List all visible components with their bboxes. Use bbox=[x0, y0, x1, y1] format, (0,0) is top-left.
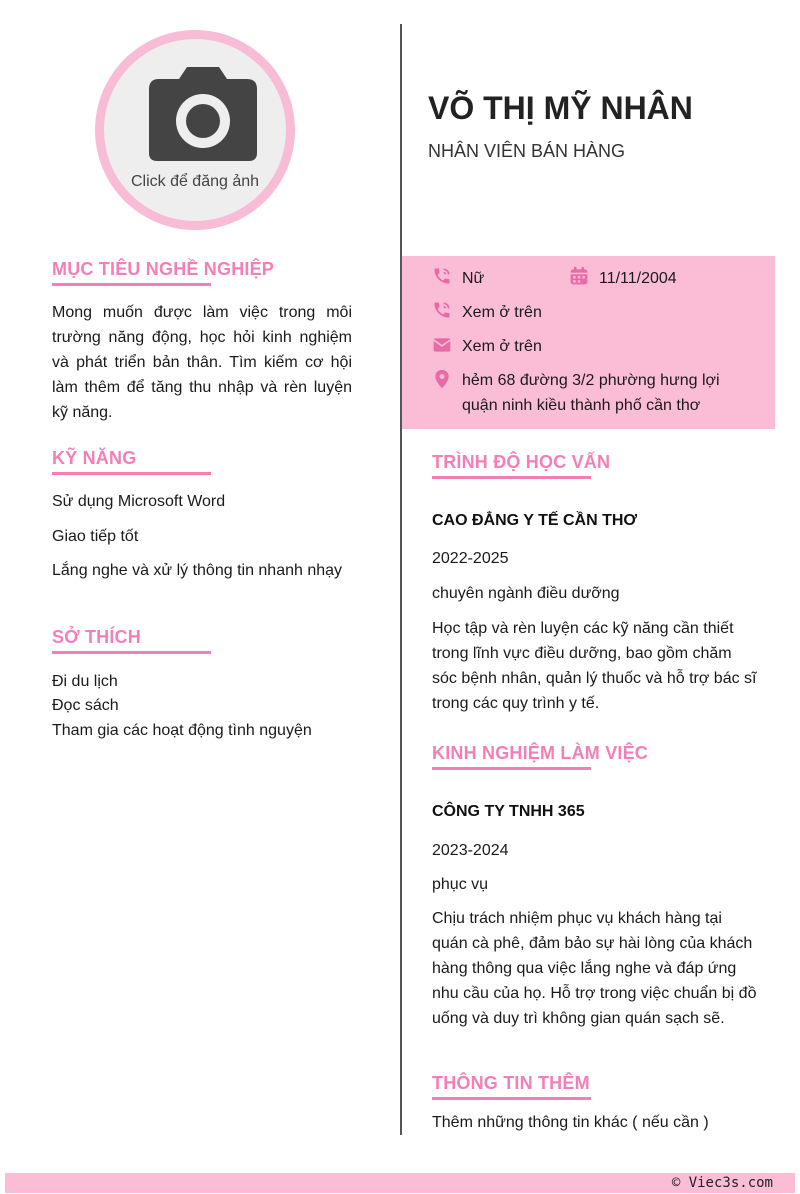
column-divider bbox=[400, 24, 402, 1135]
contact-phone: Xem ở trên bbox=[462, 304, 542, 321]
experience-period: 2023-2024 bbox=[432, 842, 509, 859]
email-icon bbox=[432, 335, 452, 355]
education-major: chuyên ngành điều dưỡng bbox=[432, 585, 620, 602]
gender-phone-icon bbox=[432, 266, 452, 286]
experience-company: CÔNG TY TNHH 365 bbox=[432, 803, 585, 820]
camera-icon bbox=[149, 67, 257, 165]
skill-item: Giao tiếp tốt bbox=[52, 528, 139, 545]
education-period: 2022-2025 bbox=[432, 550, 509, 567]
additional-title: THÔNG TIN THÊM bbox=[432, 1073, 590, 1093]
skills-title: KỸ NĂNG bbox=[52, 448, 137, 468]
footer-bar bbox=[5, 1173, 795, 1193]
location-pin-icon bbox=[432, 369, 452, 389]
job-title: NHÂN VIÊN BÁN HÀNG bbox=[428, 141, 626, 161]
education-description: Học tập và rèn luyện các kỹ năng cần thiết trong lĩnh vực điều dưỡng, bao gồm chăm sóc bệnh nhân, quản lý thuốc và hỗ trợ bác sĩ trong các quy trình y tế. bbox=[432, 620, 757, 712]
contact-box bbox=[402, 256, 775, 429]
skill-item: Sử dụng Microsoft Word bbox=[52, 493, 226, 510]
avatar-upload[interactable] bbox=[95, 30, 295, 230]
additional-underline bbox=[432, 1097, 591, 1100]
contact-birthday: 11/11/2004 bbox=[599, 270, 677, 287]
experience-position: phục vụ bbox=[432, 876, 489, 893]
hobby-item: Đi du lịch bbox=[52, 673, 118, 690]
hobby-item: Đọc sách bbox=[52, 697, 119, 714]
candidate-name: VÕ THỊ MỸ NHÂN bbox=[428, 90, 693, 126]
experience-title: KINH NGHIỆM LÀM VIỆC bbox=[432, 743, 649, 763]
hobbies-title: SỞ THÍCH bbox=[52, 627, 141, 647]
additional-text: Thêm những thông tin khác ( nếu cần ) bbox=[432, 1114, 709, 1131]
skills-underline bbox=[52, 472, 211, 475]
avatar-label[interactable]: Click để đăng ảnh bbox=[130, 173, 260, 190]
contact-email: Xem ở trên bbox=[462, 338, 542, 355]
education-title: TRÌNH ĐỘ HỌC VẤN bbox=[432, 452, 611, 472]
skill-item: Lắng nghe và xử lý thông tin nhanh nhạy bbox=[52, 562, 343, 579]
hobby-item: Tham gia các hoạt động tình nguyện bbox=[52, 722, 312, 739]
education-underline bbox=[432, 476, 591, 479]
objective-text: Mong muốn được làm việc trong môi trường năng động, học hỏi kinh nghiệm và phát triển bản thân. Tìm kiếm cơ hội làm thêm để tăng thu nhập và rèn luyện kỹ năng. bbox=[52, 304, 352, 421]
avatar-inner[interactable] bbox=[104, 39, 286, 221]
education-school: CAO ĐẲNG Y TẾ CẦN THƠ bbox=[432, 512, 638, 529]
objective-underline bbox=[52, 283, 211, 286]
calendar-icon bbox=[569, 266, 589, 286]
contact-gender: Nữ bbox=[462, 270, 485, 287]
experience-description: Chịu trách nhiệm phục vụ khách hàng tại quán cà phê, đảm bảo sự hài lòng của khách hàng thông qua việc lắng nghe và đáp ứng nhu cầu của họ. Hỗ trợ trong việc chuẩn bị đồ uống và duy trì không gian quán sạch sẽ. bbox=[432, 910, 757, 1027]
phone-icon bbox=[432, 300, 452, 320]
hobbies-underline bbox=[52, 651, 211, 654]
contact-address-line1: hẻm 68 đường 3/2 phường hưng lợi bbox=[462, 372, 720, 389]
contact-address-line2: quận ninh kiều thành phố cần thơ bbox=[462, 397, 701, 414]
experience-underline bbox=[432, 767, 591, 770]
objective-title: MỤC TIÊU NGHỀ NGHIỆP bbox=[52, 259, 275, 279]
footer-copyright[interactable]: © Viec3s.com bbox=[671, 1175, 773, 1191]
